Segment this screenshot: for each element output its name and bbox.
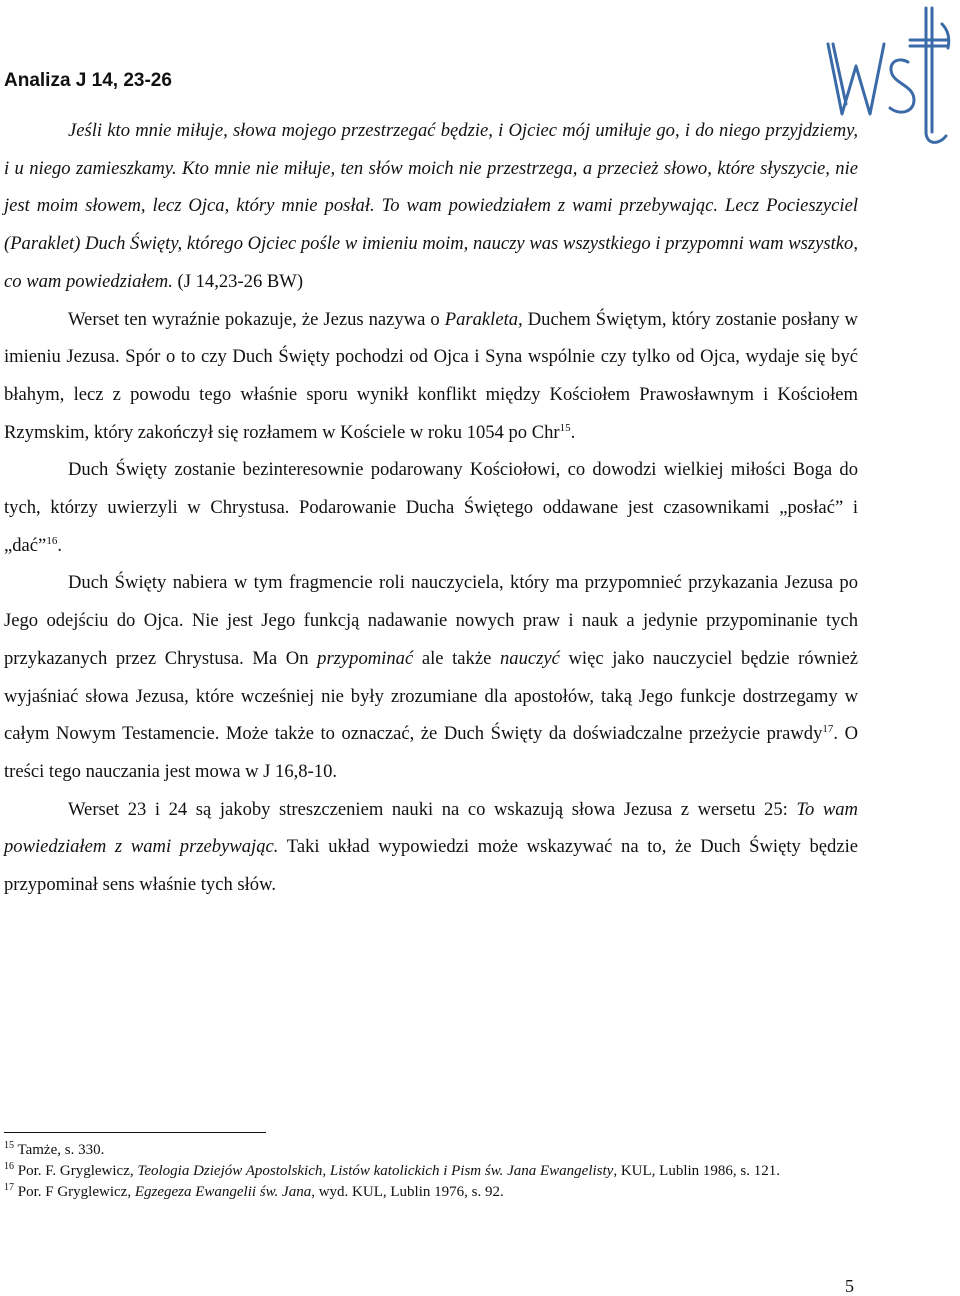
section-heading: Analiza J 14, 23-26 <box>4 70 172 91</box>
scripture-quote <box>4 112 858 301</box>
footnote-text: Por. F. Gryglewicz, <box>14 1163 138 1179</box>
paragraph-text: Taki układ wypowiedzi może wskazywać na to, że Duch Święty będzie przypominał sens właśnie tych słów. <box>4 836 858 896</box>
footnotes <box>4 1140 854 1203</box>
footnote-16 <box>4 1161 854 1181</box>
footnote-text: Por. F Gryglewicz, <box>14 1184 135 1200</box>
paragraph-italic: Parakleta, <box>444 308 523 330</box>
paragraph-2 <box>4 451 858 564</box>
body-text <box>4 112 858 904</box>
paragraph-italic: przypominać <box>317 647 414 669</box>
footnote-number: 17 <box>4 1182 14 1193</box>
footnote-text: , wyd. KUL, Lublin 1976, s. 92. <box>311 1184 504 1200</box>
paragraph-1 <box>4 301 858 452</box>
paragraph-italic: To wam powiedziałem z wami przebywając. <box>4 798 858 858</box>
paragraph-text: . <box>57 534 62 556</box>
footnote-number: 15 <box>4 1140 14 1151</box>
paragraph-text: Duchem Świętym, który zostanie posłany w imieniu Jezusa. Spór o to czy Duch Święty pochodzi od Ojca i Syna wspólnie czy tylko od Ojca, wydaje się być błahym, lecz z powodu tego właśnie sporu wynikł konflikt między Kościołem Prawosławnym i Kościołem Rzymskim, który zakończył się rozłamem w Kościele w roku 1054 po Chr <box>4 308 858 443</box>
paragraph-text: . O treści tego nauczania jest mowa w J 16,8-10. <box>4 723 858 782</box>
paragraph-4 <box>4 791 858 904</box>
paragraph-text: . <box>570 421 576 443</box>
footnote-15 <box>4 1140 854 1160</box>
footnote-title: Egzegeza Ewangelii św. Jana <box>134 1184 312 1200</box>
paragraph-text: więc jako nauczyciel będzie również wyjaśniać słowa Jezusa, które wcześniej nie były zrozumiane dla apostołów, taką Jego funkcje dostrzegamy w całym Nowym Testamencie. Może także to oznaczać, że Duch Święty da doświadczalne przeżycie prawdy <box>4 647 858 745</box>
paragraph-text: Werset 23 i 24 są jakoby streszczeniem nauki na co wskazują słowa Jezusa z wersetu 25: <box>68 798 797 820</box>
paragraph-text: Werset ten wyraźnie pokazuje, że Jezus nazywa o <box>68 308 445 330</box>
footnote-divider <box>4 1132 266 1133</box>
paragraph-italic: nauczyć <box>499 647 560 669</box>
footnote-17 <box>4 1182 854 1202</box>
page-number: 5 <box>845 1276 854 1296</box>
paragraph-text: Duch Święty nabiera w tym fragmencie roli nauczyciela, który ma przypomnieć przykazania Jezusa po Jego odejściu do Ojca. Nie jest Jego funkcją nadawanie nowych praw i nauk a jedynie przypominanie tych przykazanych przez Chrystusa. Ma On <box>4 572 858 669</box>
footnote-ref: 17 <box>822 723 834 736</box>
footnote-text: , KUL, Lublin 1986, s. 121. <box>613 1163 781 1179</box>
paragraph-text: ale także <box>413 647 500 669</box>
paragraph-text: Duch Święty zostanie bezinteresownie podarowany Kościołowi, co dowodzi wielkiej miłości Boga do tych, którzy uwierzyli w Chrystusa. Podarowanie Ducha Świętego oddawane jest czasownikami „posłać” i „dać” <box>4 459 858 556</box>
footnote-ref: 16 <box>46 534 58 547</box>
footnote-ref: 15 <box>559 421 571 434</box>
quote-reference: (J 14,23-26 BW) <box>172 270 304 292</box>
footnote-title: Teologia Dziejów Apostolskich, Listów katolickich i Pism św. Jana Ewangelisty <box>137 1163 614 1179</box>
footnote-number: 16 <box>4 1161 14 1172</box>
quote-text: Jeśli kto mnie miłuje, słowa mojego przestrzegać będzie, i Ojciec mój umiłuje go, i do niego przyjdziemy, i u niego zamieszkamy. Kto mnie nie miłuje, ten słów moich nie przestrzega, a przecież słowo, które słyszycie, nie jest moim słowem, lecz Ojca, który mnie posłał. To wam powiedziałem z wami przebywając. Lecz Pocieszyciel (Paraklet) Duch Święty, którego Ojciec pośle w imieniu moim, nauczy was wszystkiego i przypomni wam wszystko, co wam powiedziałem. <box>4 120 858 292</box>
footnote-text: Tamże, s. 330. <box>14 1142 105 1158</box>
paragraph-3 <box>4 564 858 790</box>
